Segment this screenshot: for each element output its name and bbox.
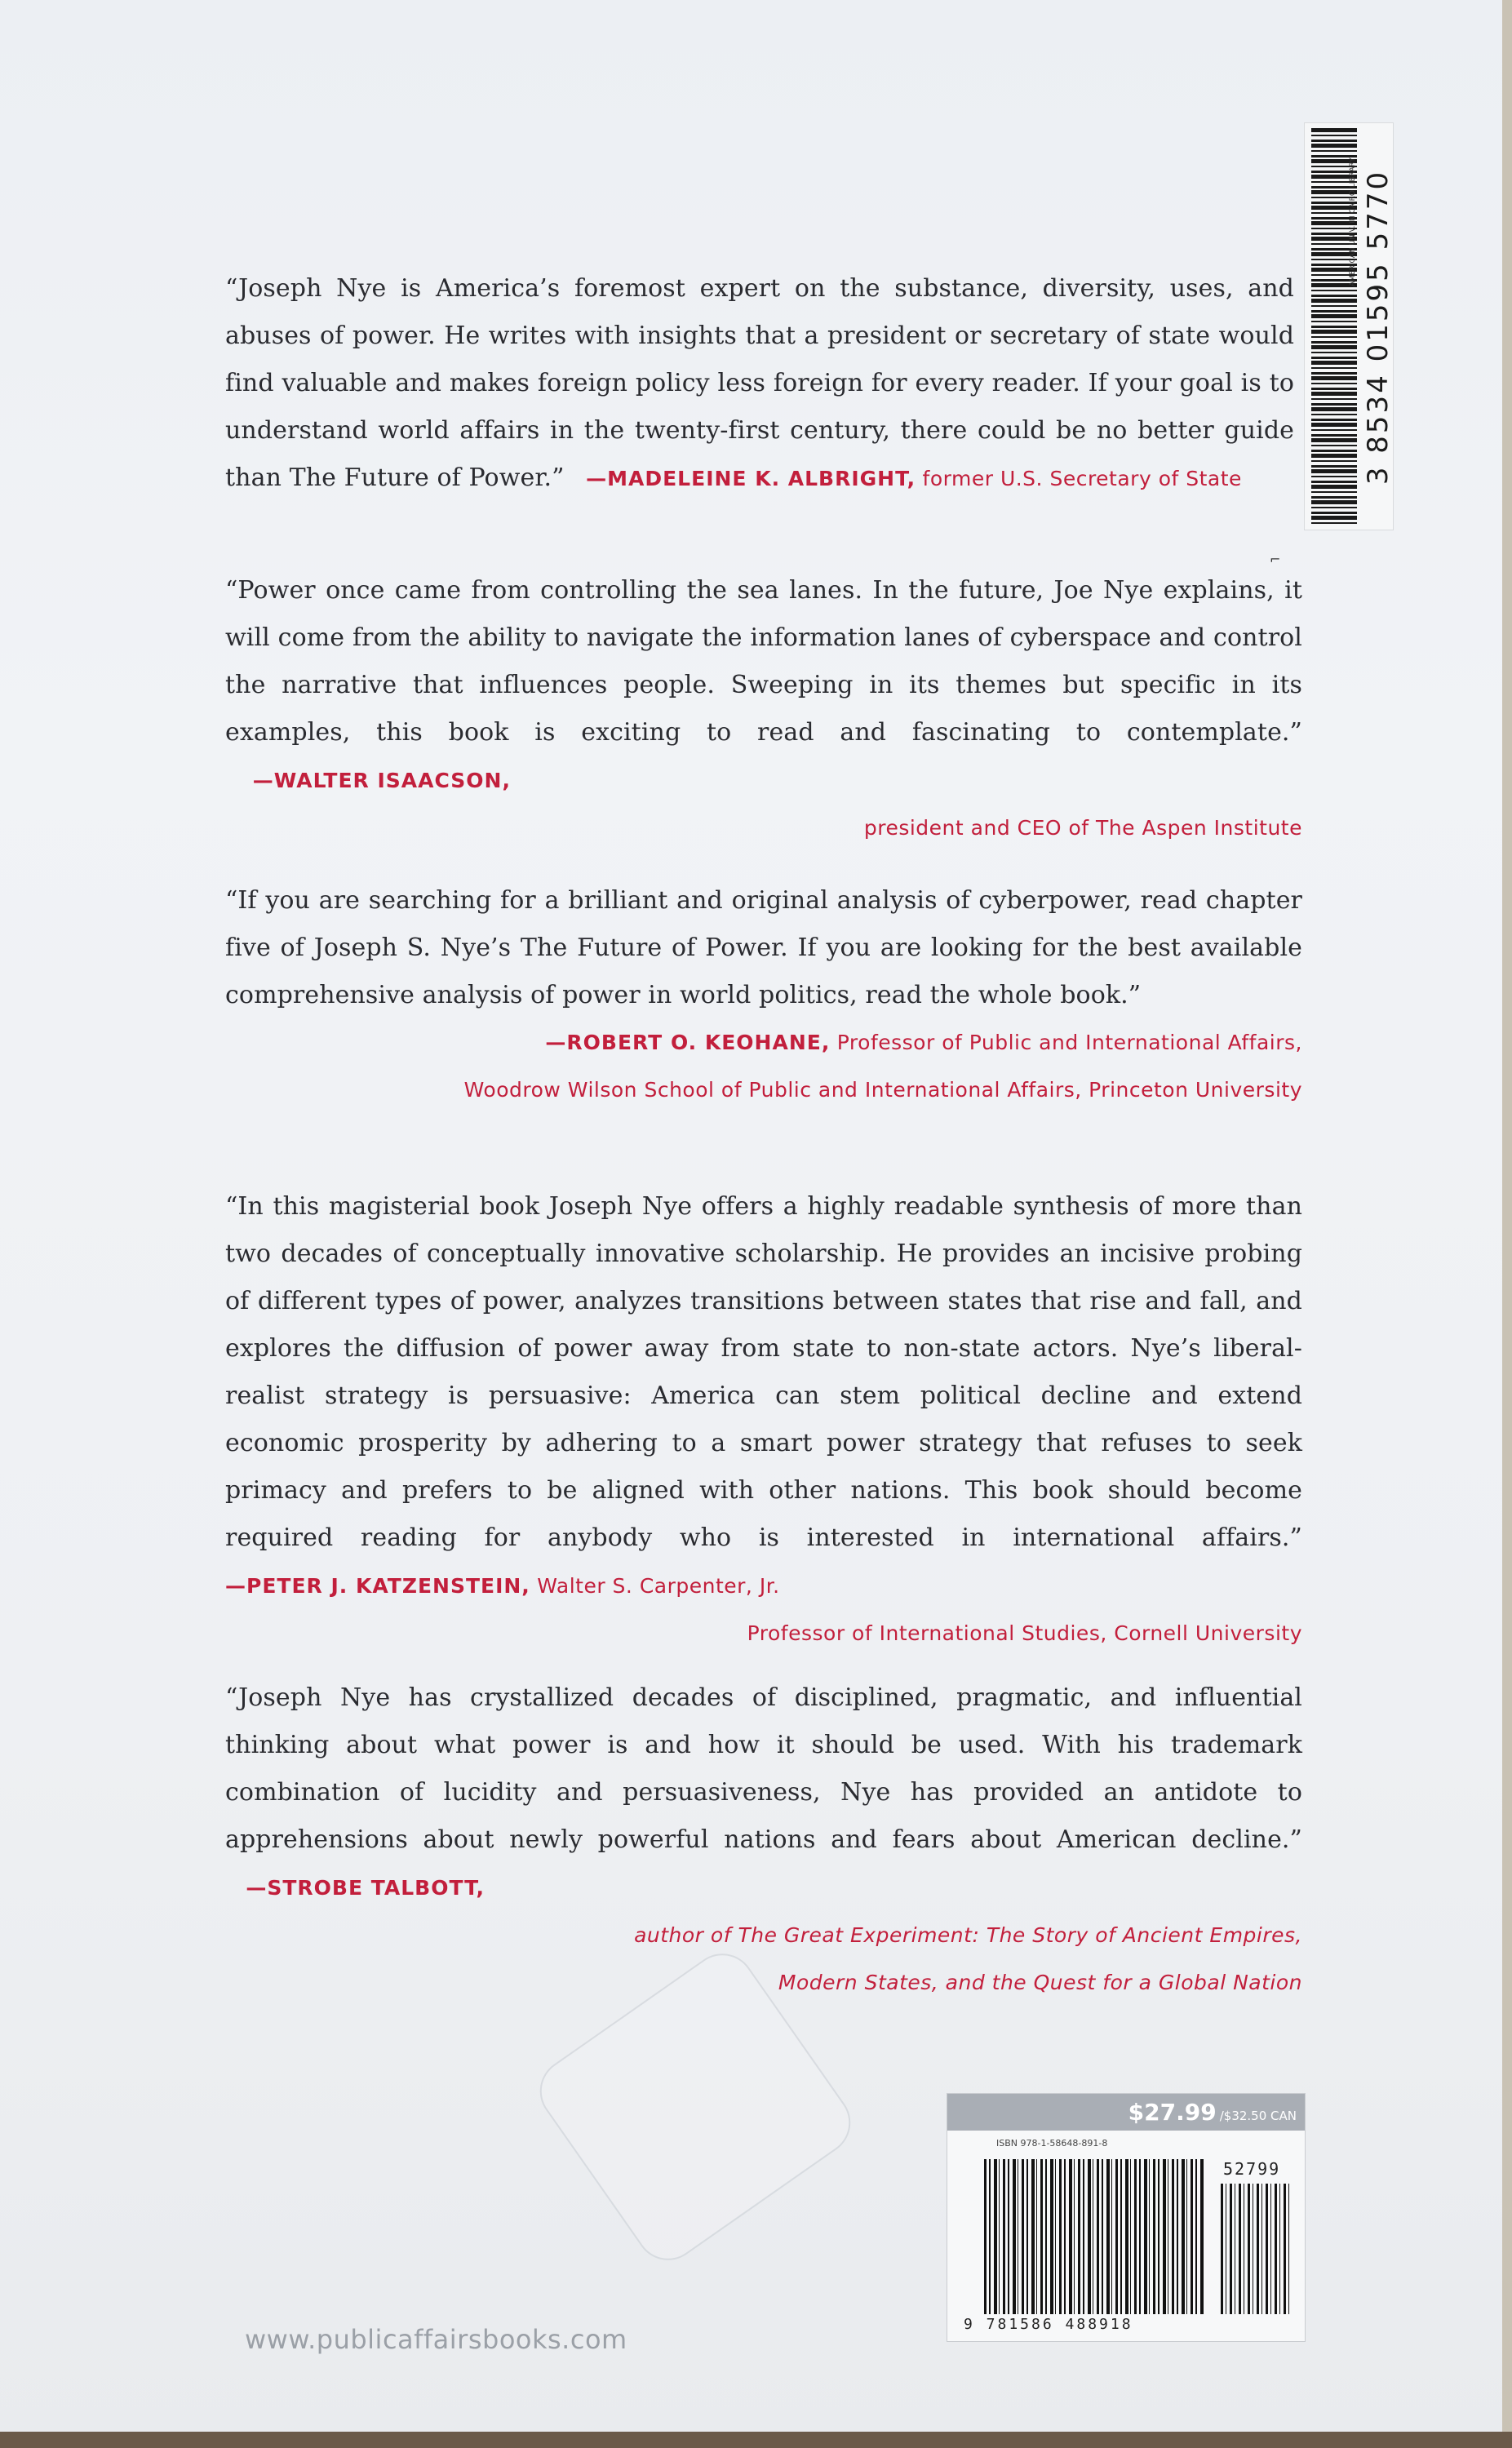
book-bottom-edge xyxy=(0,2432,1512,2448)
attribution-name: —PETER J. KATZENSTEIN, xyxy=(225,1574,530,1598)
attribution-detail: author of The Great Experiment: The Story of Ancient Empires, xyxy=(634,1923,1302,1947)
attribution-name: —MADELEINE K. ALBRIGHT, xyxy=(586,467,916,490)
attribution-detail: Professor of Public and International Affairs, xyxy=(836,1031,1302,1054)
blurb-text: “Power once came from controlling the sea lanes. In the future, Joe Nye explains, it will come from the ability to navigate the information lanes of cyberspace and control the narrative that influences people. Sweeping in its themes but specific in its examples, this book is exciting to read and fascinating to contemplate.” xyxy=(225,576,1302,747)
blurb-albright xyxy=(225,265,1294,503)
blurb-talbott xyxy=(225,1674,1302,2007)
corner-mark: ⌐ xyxy=(1270,552,1281,567)
ean-barcode xyxy=(984,2159,1204,2314)
library-barcode-label: AMERICAN UNIV. IN CAIRO LIBRARY xyxy=(1349,157,1357,286)
attribution-detail-2: Modern States, and the Quest for a Global Nation xyxy=(778,1971,1302,1994)
isbn-text: ISBN 978-1-58648-891-8 xyxy=(996,2138,1108,2149)
attribution-name: —WALTER ISAACSON, xyxy=(252,769,511,792)
blurb-attribution xyxy=(225,769,511,792)
attribution-detail: Walter S. Carpenter, Jr. xyxy=(537,1574,780,1598)
blurb-text: “If you are searching for a brilliant and original analysis of cyberpower, read chapter five of Joseph S. Nye’s The Future of Power. If you are looking for the best available comprehensive analysis of power in world politics, read the whole book.” xyxy=(225,886,1302,1009)
blurb-keohane xyxy=(225,877,1302,1114)
blurb-text: “In this magisterial book Joseph Nye offers a highly readable synthesis of more than two decades of conceptually innovative scholarship. He provides an incisive probing of different types of power, analyzes transitions between states that rise and fall, and explores the diffusion of power away from state to non-state actors. Nye’s liberal-realist strategy is persuasive: America can stem political decline and extend economic prosperity by adhering to a smart power strategy that refuses to seek primacy and prefers to be aligned with other nations. This book should become required reading for anybody who is interested in international affairs.” xyxy=(225,1192,1302,1552)
blurb-isaacson xyxy=(225,567,1302,852)
price-addon-barcode xyxy=(1221,2184,1290,2314)
library-barcode-number: 3 8534 01595 5770 xyxy=(1362,169,1394,486)
attribution-name: —ROBERT O. KEOHANE, xyxy=(545,1031,831,1054)
blurb-attribution xyxy=(225,1019,1302,1067)
blurb-attribution xyxy=(225,1574,780,1598)
ean-number: 9 781586 488918 xyxy=(964,2316,1133,2333)
price-us: $27.99 xyxy=(1128,2099,1217,2126)
attribution-detail-2: Woodrow Wilson School of Public and International Affairs, Princeton University xyxy=(463,1078,1302,1102)
attribution-detail-2: Professor of International Studies, Cornell University xyxy=(747,1621,1302,1645)
price-barcode-box xyxy=(947,2093,1306,2342)
price-bar xyxy=(947,2094,1305,2131)
blurb-text: “Joseph Nye has crystallized decades of disciplined, pragmatic, and influential thinking about what power is and how it should be used. With his trademark combination of lucidity and persuasiveness, Nye has provided an antidote to apprehensions about newly powerful nations and fears about American decline.” xyxy=(225,1683,1302,1854)
price-addon-number: 52799 xyxy=(1223,2159,1281,2179)
blurb-katzenstein xyxy=(225,1183,1302,1657)
blurb-attribution xyxy=(225,1876,485,1900)
attribution-name: —STROBE TALBOTT, xyxy=(246,1876,486,1900)
library-barcode xyxy=(1304,122,1394,530)
publisher-website: www.publicaffairsbooks.com xyxy=(245,2324,627,2355)
blurb-text: “Joseph Nye is America’s foremost expert on the substance, diversity, uses, and abuses of power. He writes with insights that a president or secretary of state would find valuable and makes foreign policy less foreign for every reader. If your goal is to understand world affairs in the twenty-first century, there could be no better guide than The Future of Power.” xyxy=(225,274,1294,492)
attribution-detail: former U.S. Secretary of State xyxy=(922,467,1242,490)
attribution-detail: president and CEO of The Aspen Institute xyxy=(863,816,1302,840)
blurb-attribution xyxy=(572,467,1242,490)
price-can: /$32.50 CAN xyxy=(1219,2109,1297,2123)
